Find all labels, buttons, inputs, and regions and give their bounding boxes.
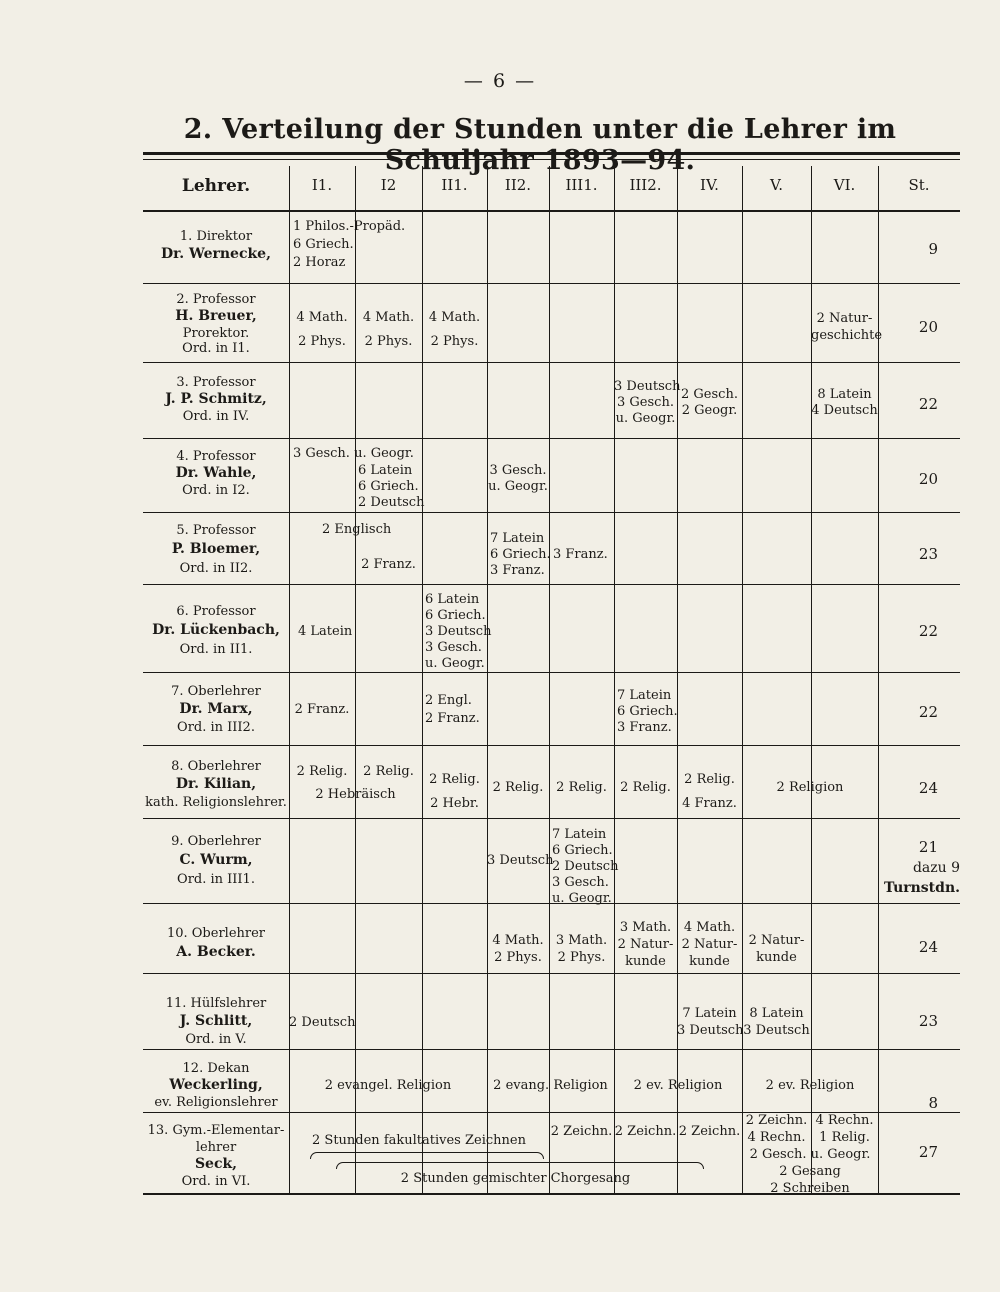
lesson-cell: 2 Zeichn. — [678, 1124, 741, 1139]
lesson-cell: 4 Rechn. — [815, 1113, 874, 1128]
lesson-cell: 4 Math. — [683, 920, 736, 935]
lesson-cell: 2 Stunden gemischter Chorgesang — [400, 1171, 631, 1186]
teacher-name: J. Schlitt, — [179, 1013, 253, 1029]
row-line — [143, 362, 960, 363]
teacher-position: 13. Gym.-Elementar- — [147, 1123, 285, 1138]
teacher-position: 4. Professor — [176, 449, 256, 464]
row-line — [143, 745, 960, 746]
lesson-cell: 4 Math. — [428, 310, 481, 325]
teacher-class: Ord. in II2. — [179, 561, 253, 576]
lesson-cell: 2 Horaz — [293, 255, 346, 270]
lesson-cell: 6 Griech. — [552, 843, 613, 858]
lesson-cell: 6 Griech. — [425, 608, 486, 623]
row-line — [143, 512, 960, 513]
teacher-name: Dr. Wahle, — [175, 465, 257, 481]
lesson-cell: 3 Franz. — [617, 720, 672, 735]
lesson-cell: 6 Latein — [425, 592, 480, 607]
lesson-cell: 2 Franz. — [425, 711, 480, 726]
lesson-cell: 2 Relig. — [429, 772, 480, 787]
header-III2: III2. — [629, 176, 662, 194]
header-II1: II1. — [441, 176, 468, 194]
lesson-cell: 1 Philos.-Propäd. — [293, 219, 406, 234]
header-IV: IV. — [700, 176, 719, 194]
lesson-cell: 3 Gesch. — [489, 463, 547, 478]
row-line — [143, 584, 960, 585]
lesson-cell: 4 Math. — [492, 933, 544, 948]
hours-total: 20 — [918, 318, 938, 336]
lesson-cell: 2 Engl. — [425, 693, 472, 708]
hours-total: 22 — [918, 395, 938, 413]
lesson-cell: 2 Phys. — [494, 950, 542, 965]
hours-total: 21 — [918, 838, 938, 856]
lesson-cell: 2 Deutsch — [552, 859, 619, 874]
header-I1: I1. — [311, 176, 333, 194]
teacher-position: 1. Direktor — [179, 229, 253, 244]
lesson-cell: 2 Phys. — [298, 334, 346, 349]
header-lehrer: Lehrer. — [181, 176, 251, 196]
teacher-position: 8. Oberlehrer — [171, 759, 261, 774]
teacher-position: 11. Hülfslehrer — [165, 996, 267, 1011]
lesson-cell: 2 Relig. — [492, 780, 544, 795]
hours-total: 22 — [918, 703, 938, 721]
teacher-position: 5. Professor — [176, 523, 256, 538]
lesson-cell: 1 Relig. — [819, 1130, 870, 1145]
lesson-cell: 3 Gesch. — [617, 395, 674, 410]
lesson-cell: 2 Gesang — [779, 1164, 841, 1179]
lesson-cell: kunde — [625, 954, 666, 969]
header-VI: VI. — [833, 176, 856, 194]
title-rule-thick — [143, 152, 960, 155]
teacher-name: Dr. Lückenbach, — [152, 622, 280, 638]
lesson-cell: 3 Deutsch — [487, 853, 554, 868]
hours-extra: dazu 9 — [912, 860, 960, 876]
lesson-cell: 2 Franz. — [361, 557, 416, 572]
row-line — [143, 283, 960, 284]
teacher-role: kath. Religionslehrer. — [145, 795, 287, 810]
lesson-cell: 2 Natur- — [681, 937, 738, 952]
teacher-name: Dr. Wernecke, — [161, 246, 271, 262]
teacher-class: Ord. in II1. — [179, 642, 253, 657]
teacher-name: Dr. Kilian, — [175, 776, 257, 792]
row-line — [143, 973, 960, 974]
lesson-cell: 3 Deutsch — [743, 1023, 810, 1038]
hours-total: 9 — [928, 240, 938, 258]
lesson-cell: 2 Zeichn. — [745, 1113, 808, 1128]
lesson-cell: 6 Griech. — [617, 704, 678, 719]
lesson-cell: 7 Latein — [490, 531, 545, 546]
lesson-cell: 2 Natur- — [816, 311, 873, 326]
hours-extra-label: Turnstdn. — [883, 880, 960, 896]
row-line — [143, 672, 960, 673]
header-II2: II2. — [504, 176, 532, 194]
header-I2: I2 — [380, 176, 397, 194]
hours-total: 20 — [918, 470, 938, 488]
lesson-cell: 2 Deutsch — [358, 495, 425, 510]
lesson-cell: 6 Griech. — [490, 547, 551, 562]
lesson-cell: 2 Relig. — [556, 780, 607, 795]
header-St: St. — [908, 176, 930, 194]
header-V: V. — [770, 176, 783, 194]
teacher-position-cont: lehrer — [195, 1140, 237, 1155]
lesson-cell: 2 Zeichn. — [614, 1124, 677, 1139]
lesson-cell: 2 ev. Religion — [765, 1078, 855, 1093]
teacher-class: Ord. in III1. — [177, 872, 255, 887]
teacher-name: J. P. Schmitz, — [165, 391, 267, 407]
teacher-class: Ord. in III2. — [177, 720, 255, 735]
lesson-cell: 3 Gesch. — [552, 875, 609, 890]
col-line — [878, 166, 879, 1193]
lesson-cell: kunde — [756, 950, 797, 965]
lesson-cell: 2 Deutsch — [289, 1015, 356, 1030]
lesson-cell: 2 Gesch. u. Geogr. — [749, 1147, 871, 1162]
lesson-cell: 2 Natur- — [748, 933, 805, 948]
lesson-cell: 2 Geogr. — [681, 403, 738, 418]
lesson-cell: 2 Phys. — [430, 334, 479, 349]
lesson-cell: 2 Relig. — [684, 772, 735, 787]
lesson-cell: 2 Phys. — [557, 950, 606, 965]
lesson-cell: 2 evang. Religion — [493, 1078, 608, 1093]
lesson-cell: 4 Latein — [298, 624, 353, 639]
teacher-class: Ord. in IV. — [182, 409, 250, 424]
teacher-class: Ord. in I2. — [182, 483, 250, 498]
teacher-name: Weckerling, — [169, 1077, 263, 1093]
row-line — [143, 438, 960, 439]
teacher-name: H. Breuer, — [175, 308, 257, 324]
lesson-cell: 3 Deutsch — [677, 1023, 744, 1038]
hours-total: 24 — [918, 938, 938, 956]
lesson-cell: u. Geogr. — [615, 411, 676, 426]
lesson-cell: 2 ev. Religion — [633, 1078, 723, 1093]
col-line — [549, 166, 550, 1193]
lesson-cell: 8 Latein — [817, 387, 872, 402]
brace-line — [336, 1162, 704, 1169]
lesson-cell: 4 Math. — [362, 310, 415, 325]
row-line — [143, 1049, 960, 1050]
lesson-cell: 4 Rechn. — [747, 1130, 806, 1145]
teacher-title: Prorektor. — [182, 326, 250, 341]
lesson-cell: 3 Gesch. u. Geogr. — [293, 446, 414, 461]
teacher-position: 2. Professor — [176, 292, 256, 307]
row-line — [143, 210, 960, 212]
teacher-class: Ord. in I1. — [182, 341, 250, 356]
lesson-cell: 6 Griech. — [358, 479, 419, 494]
lesson-cell: 2 Relig. — [620, 780, 671, 795]
lesson-cell: 3 Gesch. — [425, 640, 482, 655]
lesson-cell: 3 Deutsch — [425, 624, 492, 639]
lesson-cell: 4 Franz. — [682, 796, 737, 811]
teacher-position: 10. Oberlehrer — [166, 926, 266, 941]
lesson-cell: 8 Latein — [749, 1006, 804, 1021]
lesson-cell: 4 Math. — [296, 310, 348, 325]
lesson-cell: 7 Latein — [617, 688, 672, 703]
hours-total: 27 — [918, 1143, 938, 1161]
title-rule-thin — [143, 159, 960, 160]
col-line — [487, 166, 488, 1193]
page-title: 2. Verteilung der Stunden unter die Lehrer im Schuljahr 1893—94. — [183, 114, 897, 176]
lesson-cell: 2 Natur- — [617, 937, 674, 952]
lesson-cell: u. Geogr. — [425, 656, 485, 671]
lesson-cell: 2 Hebräisch — [315, 787, 396, 802]
lesson-cell: 2 Hebr. — [430, 796, 479, 811]
lesson-cell: 2 Religion — [776, 780, 844, 795]
col-line — [614, 166, 615, 1193]
lesson-cell: 3 Math. — [619, 920, 672, 935]
lesson-cell: 7 Latein — [552, 827, 607, 842]
teacher-name: A. Becker. — [176, 944, 256, 960]
lesson-cell: u. Geogr. — [552, 891, 612, 906]
lesson-cell: 3 Deutsch — [614, 379, 681, 394]
lesson-cell: 2 Phys. — [364, 334, 413, 349]
lesson-cell: 2 Stunden fakultatives Zeichnen — [312, 1133, 526, 1148]
teacher-class: Ord. in VI. — [181, 1174, 251, 1189]
teacher-role: ev. Religionslehrer — [154, 1095, 278, 1110]
teacher-name: P. Bloemer, — [171, 541, 261, 557]
lesson-cell: 7 Latein — [682, 1006, 737, 1021]
header-III1: III1. — [565, 176, 598, 194]
lesson-cell: 6 Griech. — [293, 237, 354, 252]
hours-total: 23 — [918, 545, 938, 563]
lesson-cell: u. Geogr. — [488, 479, 548, 494]
lesson-cell: 2 Relig. — [296, 764, 348, 779]
lesson-cell: 2 Franz. — [294, 702, 350, 717]
hours-total: 24 — [918, 779, 938, 797]
lesson-cell: 3 Franz. — [553, 547, 608, 562]
lesson-cell: 2 Englisch — [322, 522, 392, 537]
lesson-cell: 2 Relig. — [363, 764, 414, 779]
lesson-cell: 2 Gesch. — [681, 387, 738, 402]
hours-total: 8 — [928, 1094, 938, 1112]
lesson-cell: geschichte — [811, 328, 883, 343]
teacher-position: 9. Oberlehrer — [171, 834, 261, 849]
lesson-cell: 3 Math. — [555, 933, 608, 948]
lesson-cell: 4 Deutsch — [811, 403, 878, 418]
lesson-cell: kunde — [689, 954, 730, 969]
lesson-cell: 2 Zeichn. — [550, 1124, 613, 1139]
row-line — [143, 818, 960, 819]
lesson-cell: 6 Latein — [358, 463, 413, 478]
hours-total: 22 — [918, 622, 938, 640]
teacher-position: 7. Oberlehrer — [171, 684, 261, 699]
teacher-position: 3. Professor — [176, 375, 256, 390]
teacher-name: Dr. Marx, — [179, 701, 253, 717]
teacher-position: 6. Professor — [176, 604, 256, 619]
teacher-name: C. Wurm, — [179, 852, 253, 868]
brace-line — [310, 1152, 544, 1159]
lesson-cell: 2 Schreiben — [770, 1181, 850, 1196]
lesson-cell: 2 evangel. Religion — [324, 1078, 452, 1093]
teacher-class: Ord. in V. — [185, 1032, 247, 1047]
teacher-position: 12. Dekan — [182, 1061, 250, 1076]
page-number: — 6 — — [463, 70, 537, 92]
lesson-cell: 3 Franz. — [490, 563, 545, 578]
teacher-name: Seck, — [194, 1156, 238, 1172]
hours-total: 23 — [918, 1012, 938, 1030]
